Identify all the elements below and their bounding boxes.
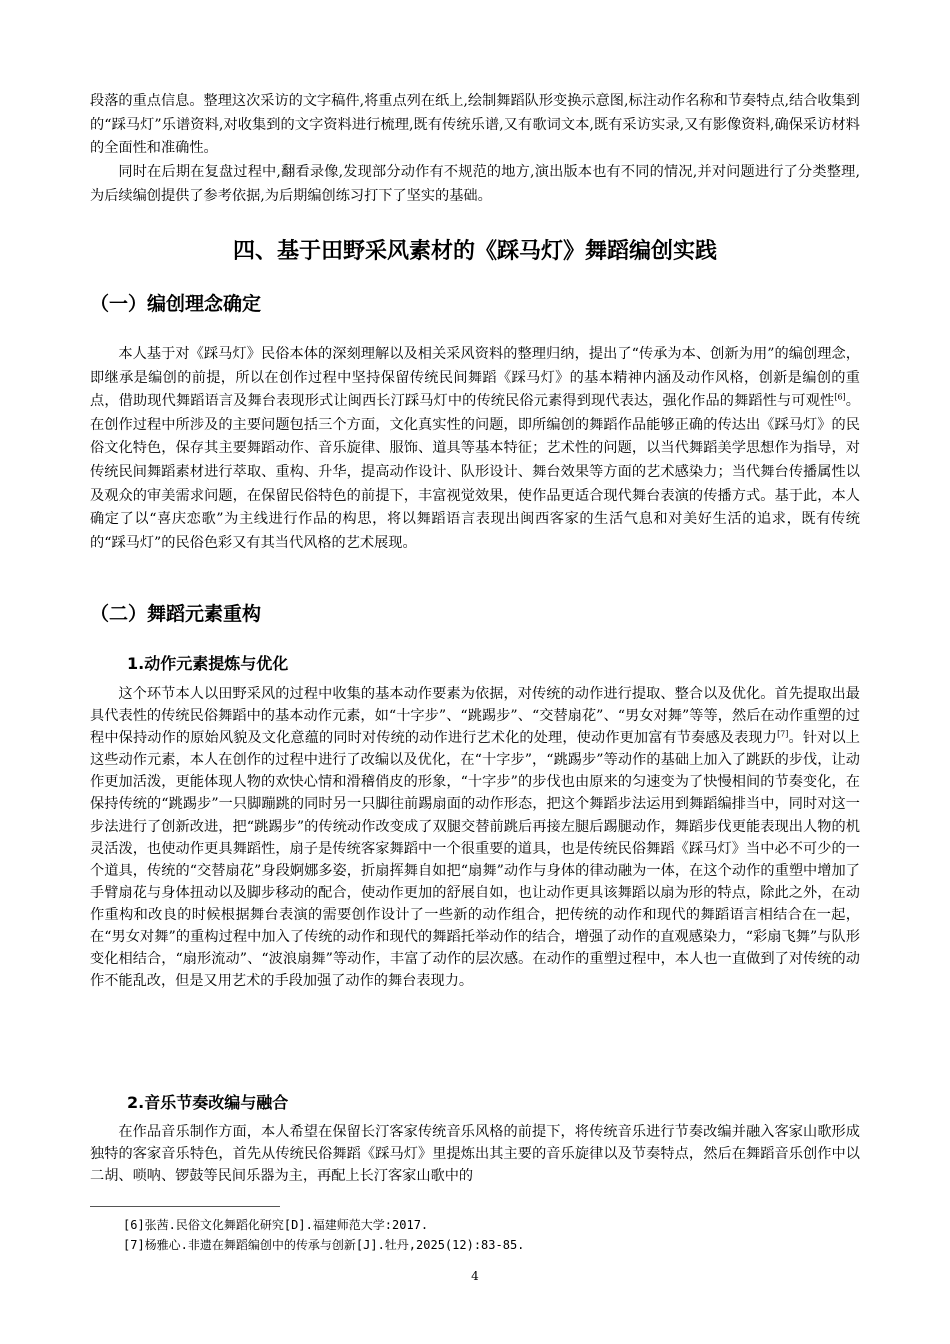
paragraph-review: 同时在后期在复盘过程中,翻看录像,发现部分动作有不规范的地方,演出版本也有不同的情况,并对问题进行了分类整理,为后续编创提供了参考依据,为后期编创练习打下了坚实的基础。 — [90, 164, 860, 204]
paragraph-concept-text-a: 本人基于对《踩马灯》民俗本体的深刻理解以及相关采风资料的整理归纳，提出了“传承为本、创新为用”的编创理念，即继承是编创的前提，所以在创作过程中坚持保留传统民间舞蹈《踩马灯》的基本精神内涵及动作风格，创新是编创的重点，借助现代舞蹈语言及舞台表现形式让闽西长汀踩马灯中的传统民俗元素得到现代表达，强化作品的舞蹈性与可观性 — [90, 346, 860, 410]
paragraph-music: 在作品音乐制作方面，本人希望在保留长汀客家传统音乐风格的前提下，将传统音乐进行节奏改编并融入客家山歌形成独特的客家音乐特色，首先从传统民俗舞蹈《踩马灯》里提炼出其主要的音乐旋律以及节奏特点，然后在舞蹈音乐创作中以二胡、唢呐、锣鼓等民间乐器为主，再配上长汀客家山歌中的 — [90, 1124, 860, 1185]
paragraph-movement-text-b: 。针对以上这些动作元素，本人在创作的过程中进行了改编以及优化，在“十字步”，“跳踢步”等动作的基础上加入了跳跃的步伐，让动作更加活泼，更能体现人物的欢快心情和滑稽俏皮的形象，“十字步”的步伐也由原来的匀速变为了快慢相间的节奏变化，在保持传统的“跳踢步”一只脚蹦跳的同时另一只脚往前踢扇面的动作形态，把这个舞蹈步法运用到舞蹈编排当中，同时对这一步法进行了创新改进，把“跳踢步”的传统动作改变成了双腿交替前跳后再接左腿后踢腿动作，舞蹈步伐更能表现出人物的机灵活泼，也使动作更具舞蹈性，扇子是传统客家舞蹈中一个很重要的道具，也是传统民俗舞蹈《踩马灯》当中必不可少的一个道具，传统的“交替扇花”身段婀娜多姿，折扇挥舞自如把“扇舞”动作与身体的律动融为一体，在这个动作的重塑中增加了手臂扇花与身体扭动以及脚步移动的配合，使动作更加的舒展自如，也让动作更具该舞蹈以扇为形的特点，除此之外，在动作重构和改良的时候根据舞台表演的需要创作设计了一些新的动作组合，把传统的动作和现代的舞蹈语言相结合在一起，在“男女对舞”的重构过程中加入了传统的动作和现代的舞蹈托举动作的结合，增强了动作的直观感染力，“彩扇飞舞”与队形变化相结合，“扇形流动”、“波浪扇舞”等动作，丰富了动作的层次感。在动作的重塑过程中，本人也一直做到了对传统的动作不能乱改，但是又用艺术的手段加强了动作的舞台表现力。 — [90, 730, 860, 990]
paragraph-concept-text-b: 。在创作过程中所涉及的主要问题包括三个方面，文化真实性的问题，即所编创的舞蹈作品能够正确的传达出《踩马灯》的民俗文化特色，保存其主要舞蹈动作、音乐旋律、服饰、道具等基本特征；艺术性的问题，以当代舞蹈美学思想作为指导，对传统民间舞蹈素材进行萃取、重构、升华，提高动作设计、队形设计、舞台效果等方面的艺术感染力；当代舞台传播属性以及观众的审美需求问题，在保留民俗特色的前提下，丰富视觉效果，使作品更适合现代舞台表演的传播方式。基于此，本人确定了以“喜庆恋歌”为主线进行作品的构思，将以舞蹈语言表现出闽西客家的生活气息和对美好生活的追求，既有传统的“踩马灯”的民俗色彩又有其当代风格的艺术展现。 — [90, 393, 860, 551]
footnote-6: [6]张茜.民俗文化舞蹈化研究[D].福建师范大学:2017. — [123, 1218, 429, 1232]
paragraph-concept — [90, 343, 860, 555]
subheading-concept: （一）编创理念确定 — [90, 293, 262, 315]
paragraph-continued: 段落的重点信息。整理这次采访的文字稿件,将重点列在纸上,绘制舞蹈队形变换示意图,标注动作名称和节奏特点,结合收集到的“踩马灯”乐谱资料,对收集到的文字资料进行梳理,既有传统乐谱,又有歌词文本,既有采访实录,又有影像资料,确保采访材料的全面性和准确性。 — [90, 93, 860, 157]
footnote-divider — [90, 1206, 280, 1207]
citation-ref-6: [6] — [834, 392, 846, 402]
citation-ref-7: [7] — [777, 729, 789, 739]
subsubheading-movement: 1.动作元素提炼与优化 — [127, 654, 289, 673]
page-number: 4 — [471, 1269, 479, 1283]
footnote-7: [7]杨雅心.非遗在舞蹈编创中的传承与创新[J].牡丹,2025(12):83-85. — [123, 1238, 525, 1252]
paragraph-movement — [90, 683, 860, 992]
paragraph-movement-text-a: 这个环节本人以田野采风的过程中收集的基本动作要素为依据，对传统的动作进行提取、整合以及优化。首先提取出最具代表性的传统民俗舞蹈中的基本动作元素，如“十字步”、“跳踢步”、“交替扇花”、“男女对舞”等等，然后在动作重塑的过程中保持动作的原始风貌及文化意蕴的同时对传统的动作进行艺术化的处理，使动作更加富有节奏感及表现力 — [90, 686, 860, 747]
subsubheading-music: 2.音乐节奏改编与融合 — [127, 1093, 289, 1112]
subheading-elements: （二）舞蹈元素重构 — [90, 603, 262, 625]
section-heading: 四、基于田野采风素材的《踩马灯》舞蹈编创实践 — [232, 239, 717, 264]
